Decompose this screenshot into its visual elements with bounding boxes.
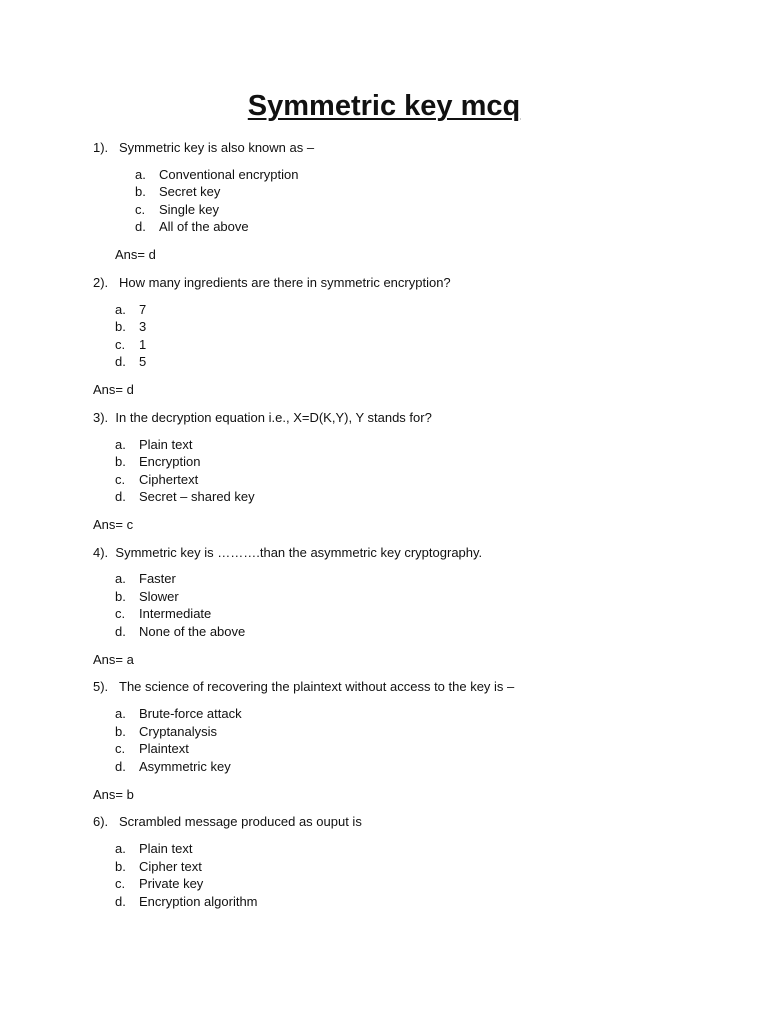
option-letter: d. (115, 354, 126, 369)
option-text: 1 (139, 337, 147, 352)
option-letter: d. (115, 624, 126, 639)
option-5a (115, 705, 242, 722)
option-text: Brute-force attack (139, 706, 242, 721)
option-1d (135, 218, 249, 235)
answer-1: Ans= d (115, 247, 156, 262)
answer-2: Ans= d (93, 382, 134, 397)
option-1c (135, 201, 219, 218)
option-4d (115, 623, 245, 640)
option-3d (115, 488, 255, 505)
option-text: Slower (139, 589, 179, 604)
option-letter: c. (115, 741, 126, 756)
option-1a (135, 166, 298, 183)
answer-5: Ans= b (93, 787, 134, 802)
option-2d (115, 353, 146, 370)
option-text: Faster (139, 571, 176, 586)
option-letter: b. (115, 859, 126, 874)
option-3a (115, 436, 192, 453)
option-6a (115, 840, 192, 857)
question-4 (93, 544, 482, 561)
option-text: Encryption (139, 454, 201, 469)
option-text: 5 (139, 354, 147, 369)
option-text: None of the above (139, 624, 246, 639)
question-1 (93, 139, 314, 156)
option-letter: b. (115, 724, 126, 739)
option-5b (115, 723, 217, 740)
question-number: 1). (93, 140, 109, 155)
option-letter: d. (115, 759, 126, 774)
option-letter: b. (135, 184, 146, 199)
question-text: Symmetric key is also known as – (119, 140, 315, 155)
option-letter: a. (115, 437, 126, 452)
option-letter: c. (115, 472, 126, 487)
option-text: Conventional encryption (159, 167, 299, 182)
option-3c (115, 471, 198, 488)
option-text: All of the above (159, 219, 249, 234)
question-number: 6). (93, 814, 109, 829)
option-6d (115, 893, 258, 910)
option-letter: d. (115, 894, 126, 909)
question-5 (93, 678, 514, 695)
option-text: Cipher text (139, 859, 202, 874)
option-letter: c. (115, 337, 126, 352)
option-text: Encryption algorithm (139, 894, 258, 909)
question-number: 3). (93, 410, 109, 425)
answer-4: Ans= a (93, 652, 134, 667)
option-letter: a. (115, 841, 126, 856)
option-4c (115, 605, 211, 622)
question-3 (93, 409, 432, 426)
option-letter: d. (115, 489, 126, 504)
option-2b (115, 318, 146, 335)
question-text: Symmetric key is ……….than the asymmetric key cryptography. (115, 545, 483, 560)
question-number: 4). (93, 545, 109, 560)
option-text: Single key (159, 202, 219, 217)
option-4b (115, 588, 179, 605)
option-letter: a. (115, 302, 126, 317)
option-1b (135, 183, 220, 200)
option-3b (115, 453, 200, 470)
option-4a (115, 570, 176, 587)
option-5d (115, 758, 231, 775)
question-2 (93, 274, 451, 291)
option-5c (115, 740, 189, 757)
option-6b (115, 858, 202, 875)
option-text: Secret – shared key (139, 489, 255, 504)
answer-3: Ans= c (93, 517, 134, 532)
option-letter: b. (115, 589, 126, 604)
option-letter: a. (135, 167, 146, 182)
option-text: Plain text (139, 841, 193, 856)
question-text: The science of recovering the plaintext without access to the key is – (119, 679, 515, 694)
question-6 (93, 813, 362, 830)
option-text: Ciphertext (139, 472, 199, 487)
question-text: In the decryption equation i.e., X=D(K,Y), Y stands for? (115, 410, 432, 425)
option-letter: c. (135, 202, 146, 217)
option-text: Plaintext (139, 741, 189, 756)
option-text: Secret key (159, 184, 221, 199)
page-title: Symmetric key mcq (247, 90, 521, 122)
option-2c (115, 336, 146, 353)
option-letter: b. (115, 454, 126, 469)
option-letter: a. (115, 706, 126, 721)
option-text: 7 (139, 302, 147, 317)
question-text: Scrambled message produced as ouput is (119, 814, 362, 829)
option-text: Plain text (139, 437, 193, 452)
option-6c (115, 875, 203, 892)
option-text: Asymmetric key (139, 759, 231, 774)
question-text: How many ingredients are there in symmetric encryption? (119, 275, 451, 290)
option-letter: b. (115, 319, 126, 334)
option-text: 3 (139, 319, 147, 334)
question-number: 5). (93, 679, 109, 694)
option-text: Private key (139, 876, 204, 891)
option-2a (115, 301, 146, 318)
option-text: Cryptanalysis (139, 724, 218, 739)
question-number: 2). (93, 275, 109, 290)
option-letter: a. (115, 571, 126, 586)
option-letter: d. (135, 219, 146, 234)
option-letter: c. (115, 876, 126, 891)
option-letter: c. (115, 606, 126, 621)
option-text: Intermediate (139, 606, 212, 621)
